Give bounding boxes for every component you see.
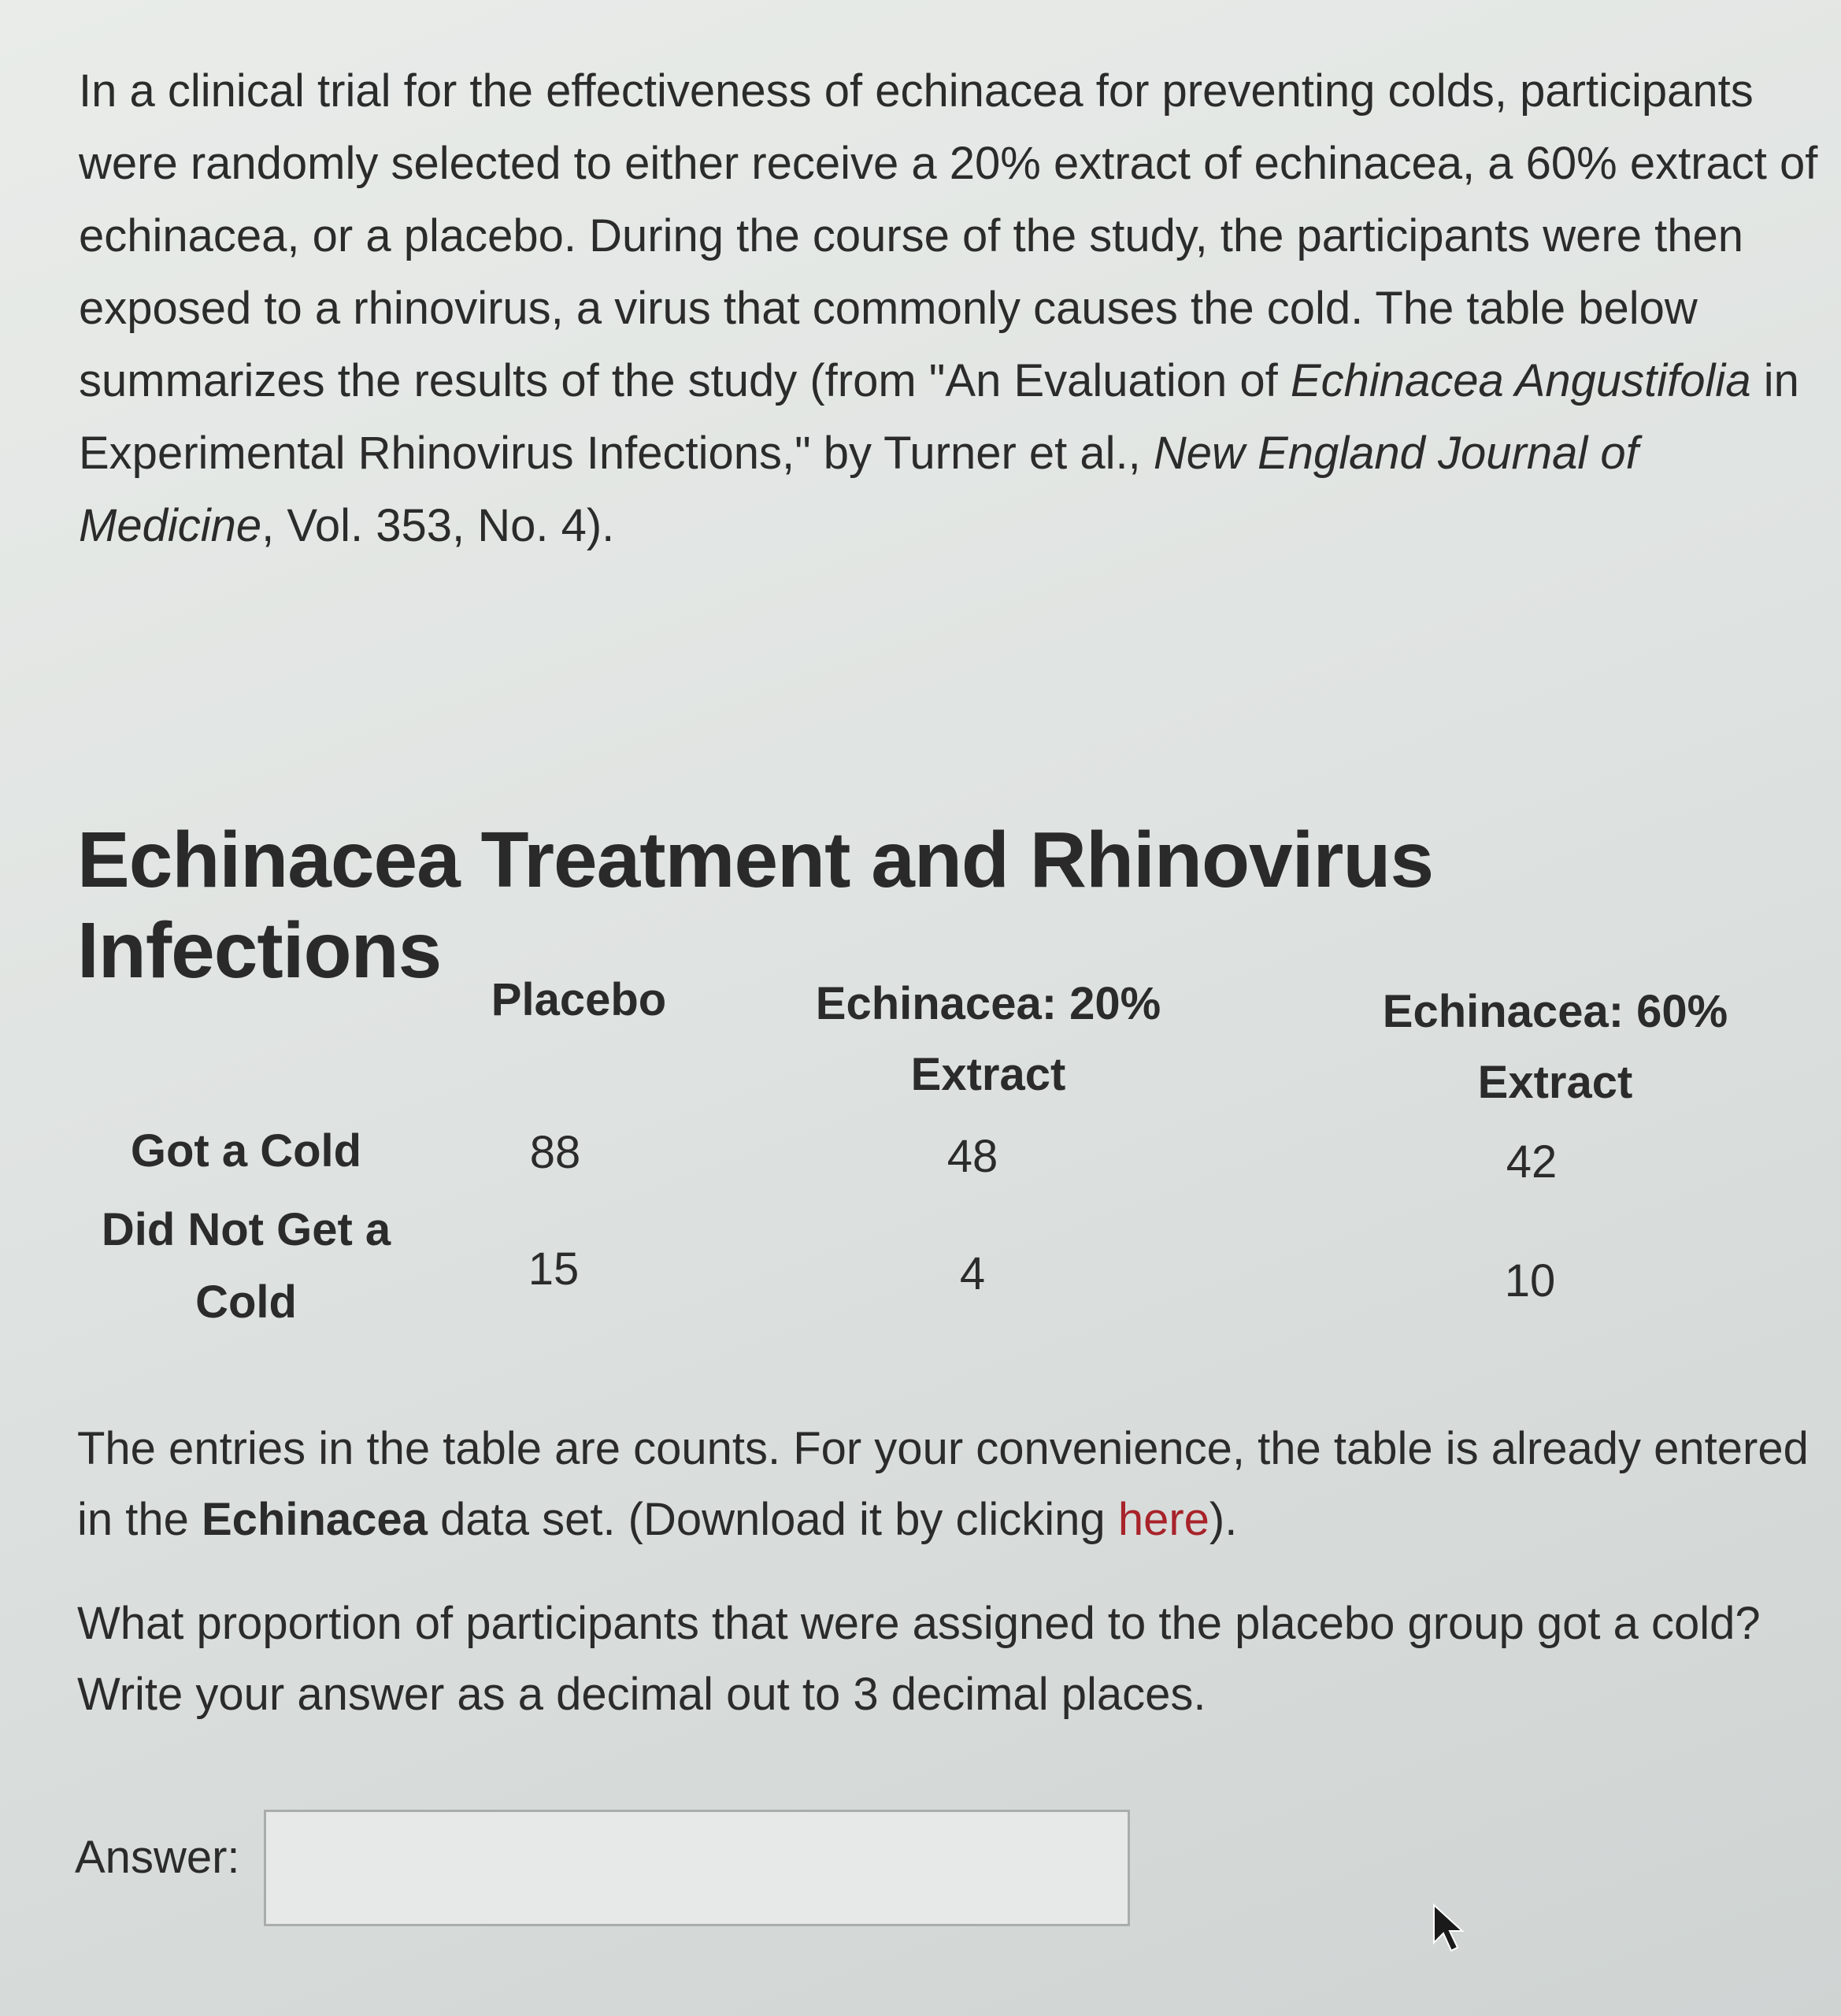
- cell-60-got-cold: 42: [1506, 1136, 1558, 1188]
- cell-20-got-cold: 48: [946, 1131, 998, 1182]
- column-header-placebo: Placebo: [491, 974, 667, 1025]
- table-title: Echinacea Treatment and Rhinovirus Infections: [77, 816, 1434, 995]
- cell-placebo-got-cold: 88: [529, 1127, 581, 1178]
- column-header-60-extract: Echinacea: 60% Extract: [1382, 986, 1728, 1108]
- row-header-got-cold: Got a Cold: [130, 1125, 362, 1177]
- intro-italic-journal: New England Journal of Medicine: [79, 428, 1639, 551]
- cell-60-no-cold: 10: [1504, 1255, 1556, 1306]
- intro-text-3: , Vol. 353, No. 4).: [261, 500, 615, 551]
- dataset-name: Echinacea: [202, 1494, 428, 1545]
- note-text-3: ).: [1209, 1494, 1238, 1545]
- intro-text-1: In a clinical trial for the effectiveness of echinacea for preventing colds, participants were randomly selected to either receive a 20% extract of echinacea, a 60% extract of echinacea, or a placebo. During the course of the study, the participants were then exposed to a rhinovirus, a virus that commonly causes the cold. The table below summarizes the results of the study (from "An Evaluation of: [79, 65, 1818, 406]
- row-header-no-cold: Did Not Get a Cold: [101, 1204, 391, 1328]
- column-header-20-extract: Echinacea: 20% Extract: [815, 978, 1161, 1100]
- note-text-2: data set. (Download it by clicking: [427, 1494, 1118, 1545]
- intro-italic-species: Echinacea Angustifolia: [1290, 355, 1751, 406]
- intro-paragraph: [79, 55, 1827, 562]
- intro-text-2: in Experimental Rhinovirus Infections," by Turner et al.,: [79, 355, 1799, 479]
- answer-label: Answer:: [75, 1832, 240, 1883]
- question-text: What proportion of participants that were assigned to the placebo group got a cold? Write your answer as a decimal out to 3 decimal places.: [77, 1598, 1761, 1720]
- cell-20-no-cold: 4: [959, 1248, 986, 1299]
- table-note: [77, 1414, 1810, 1555]
- download-link[interactable]: here: [1117, 1494, 1209, 1545]
- note-text-1: The entries in the table are counts. For your convenience, the table is already entered in the: [77, 1423, 1809, 1545]
- cell-placebo-no-cold: 15: [528, 1243, 580, 1295]
- mouse-pointer-icon: [1429, 1902, 1476, 1957]
- answer-input[interactable]: [264, 1810, 1130, 1926]
